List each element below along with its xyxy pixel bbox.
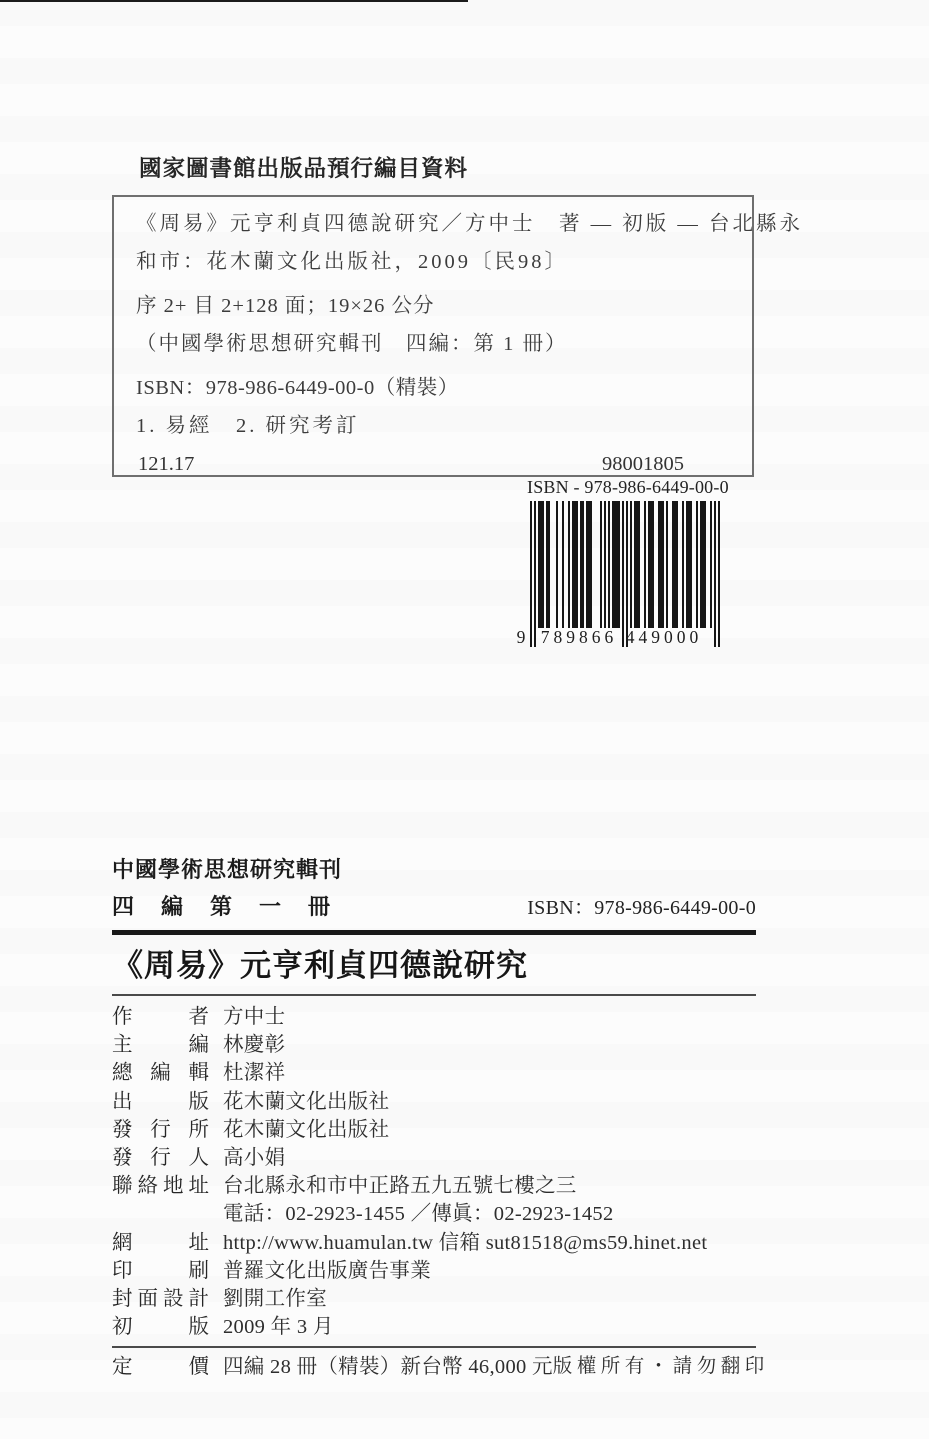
imprint-row-general-editor — [112, 1059, 756, 1087]
imprint-row-cover-design — [112, 1285, 756, 1313]
cip-class-number: 121.17 — [138, 453, 195, 475]
row-label: 總編輯 — [112, 1062, 209, 1085]
barcode-digit-first: 9 — [516, 627, 526, 647]
volume-number: 四編第一冊 — [112, 894, 330, 919]
barcode — [516, 501, 720, 653]
colophon-isbn: ISBN：978-986-6449-00-0 — [527, 897, 756, 919]
cip-heading: 國家圖書館出版品預行編目資料 — [139, 156, 469, 181]
price-value: 四編 28 冊（精裝）新台幣 46,000 元 — [223, 1356, 553, 1379]
row-label — [112, 1200, 209, 1228]
row-value: 杜潔祥 — [223, 1062, 286, 1085]
row-value: 普羅文化出版廣告事業 — [223, 1259, 431, 1282]
row-label: 聯絡地址 — [112, 1175, 209, 1198]
barcode-digits-left: 789866 — [540, 627, 618, 647]
imprint-row-issuer — [112, 1116, 756, 1144]
barcode-isbn-label: ISBN - 978-986-6449-00-0 — [527, 477, 729, 497]
row-value: 花木蘭文化出版社 — [223, 1118, 390, 1141]
row-value: 高小娟 — [223, 1147, 286, 1170]
row-label: 出版 — [112, 1090, 209, 1113]
imprint-row-chief-editor — [112, 1031, 756, 1059]
divider-thick — [112, 930, 756, 935]
cip-line-publisher: 和市：花木蘭文化出版社，2009〔民98〕 — [136, 250, 568, 273]
copyright-notice: 版權所有・請勿翻印 — [552, 1356, 769, 1378]
row-value: 方中士 — [223, 1006, 286, 1028]
barcode-digits-right: 449000 — [625, 627, 703, 647]
imprint-row-publisher — [112, 1088, 756, 1116]
divider-thin — [112, 994, 756, 996]
cip-box — [112, 195, 803, 477]
row-value: 林慶彰 — [223, 1034, 286, 1057]
row-value: http://www.huamulan.tw 信箱 sut81518@ms59.hinet.net — [223, 1231, 708, 1254]
colophon-section — [112, 857, 769, 1386]
imprint-row-printer — [112, 1257, 756, 1285]
cip-line-subjects: 1. 易經 2. 研究考訂 — [136, 414, 360, 437]
imprint-rows — [112, 1003, 756, 1341]
imprint-row-first-edition — [112, 1313, 756, 1341]
row-value: 2009 年 3 月 — [223, 1316, 334, 1339]
imprint-row-phone-fax — [112, 1200, 756, 1228]
row-label: 初版 — [112, 1316, 209, 1339]
cip-line-title: 《周易》元亨利貞四德說研究／方中士 著 — 初版 — 台北縣永 — [136, 213, 803, 235]
cip-line-isbn: ISBN：978-986-6449-00-0（精裝） — [136, 377, 459, 399]
row-label: 發行人 — [112, 1147, 209, 1170]
imprint-row-website-email — [112, 1229, 756, 1257]
barcode-bars — [530, 501, 720, 647]
imprint-row-issuer-person — [112, 1144, 756, 1172]
barcode-digits — [516, 627, 720, 648]
imprint-row-author — [112, 1003, 756, 1031]
row-label: 封面設計 — [112, 1288, 209, 1311]
cip-line-series: （中國學術思想研究輯刊 四編：第 1 冊） — [136, 332, 568, 355]
cip-line-collation: 序 2+ 目 2+128 面；19×26 公分 — [136, 295, 435, 317]
cip-record-number: 98001805 — [602, 453, 684, 475]
row-label: 網址 — [112, 1231, 209, 1254]
row-label: 發行所 — [112, 1118, 209, 1141]
imprint-row-price — [112, 1348, 769, 1386]
row-value: 花木蘭文化出版社 — [223, 1090, 390, 1113]
scan-artifact-top-edge — [0, 0, 468, 2]
row-label: 印刷 — [112, 1259, 209, 1282]
volume-line — [112, 894, 756, 921]
book-title: 《周易》元亨利貞四德說研究 — [112, 948, 528, 983]
row-value: 劉開工作室 — [223, 1288, 327, 1311]
row-label: 作者 — [112, 1006, 209, 1028]
row-value: 台北縣永和市中正路五九五號七樓之三 — [223, 1175, 577, 1198]
imprint-row-contact-address — [112, 1172, 756, 1200]
row-label: 主編 — [112, 1034, 209, 1057]
isbn-barcode-block — [516, 477, 729, 653]
series-name: 中國學術思想研究輯刊 — [112, 857, 343, 882]
price-label: 定價 — [112, 1356, 209, 1379]
row-value: 電話：02-2923-1455 ／傳眞：02-2923-1452 — [223, 1203, 614, 1226]
